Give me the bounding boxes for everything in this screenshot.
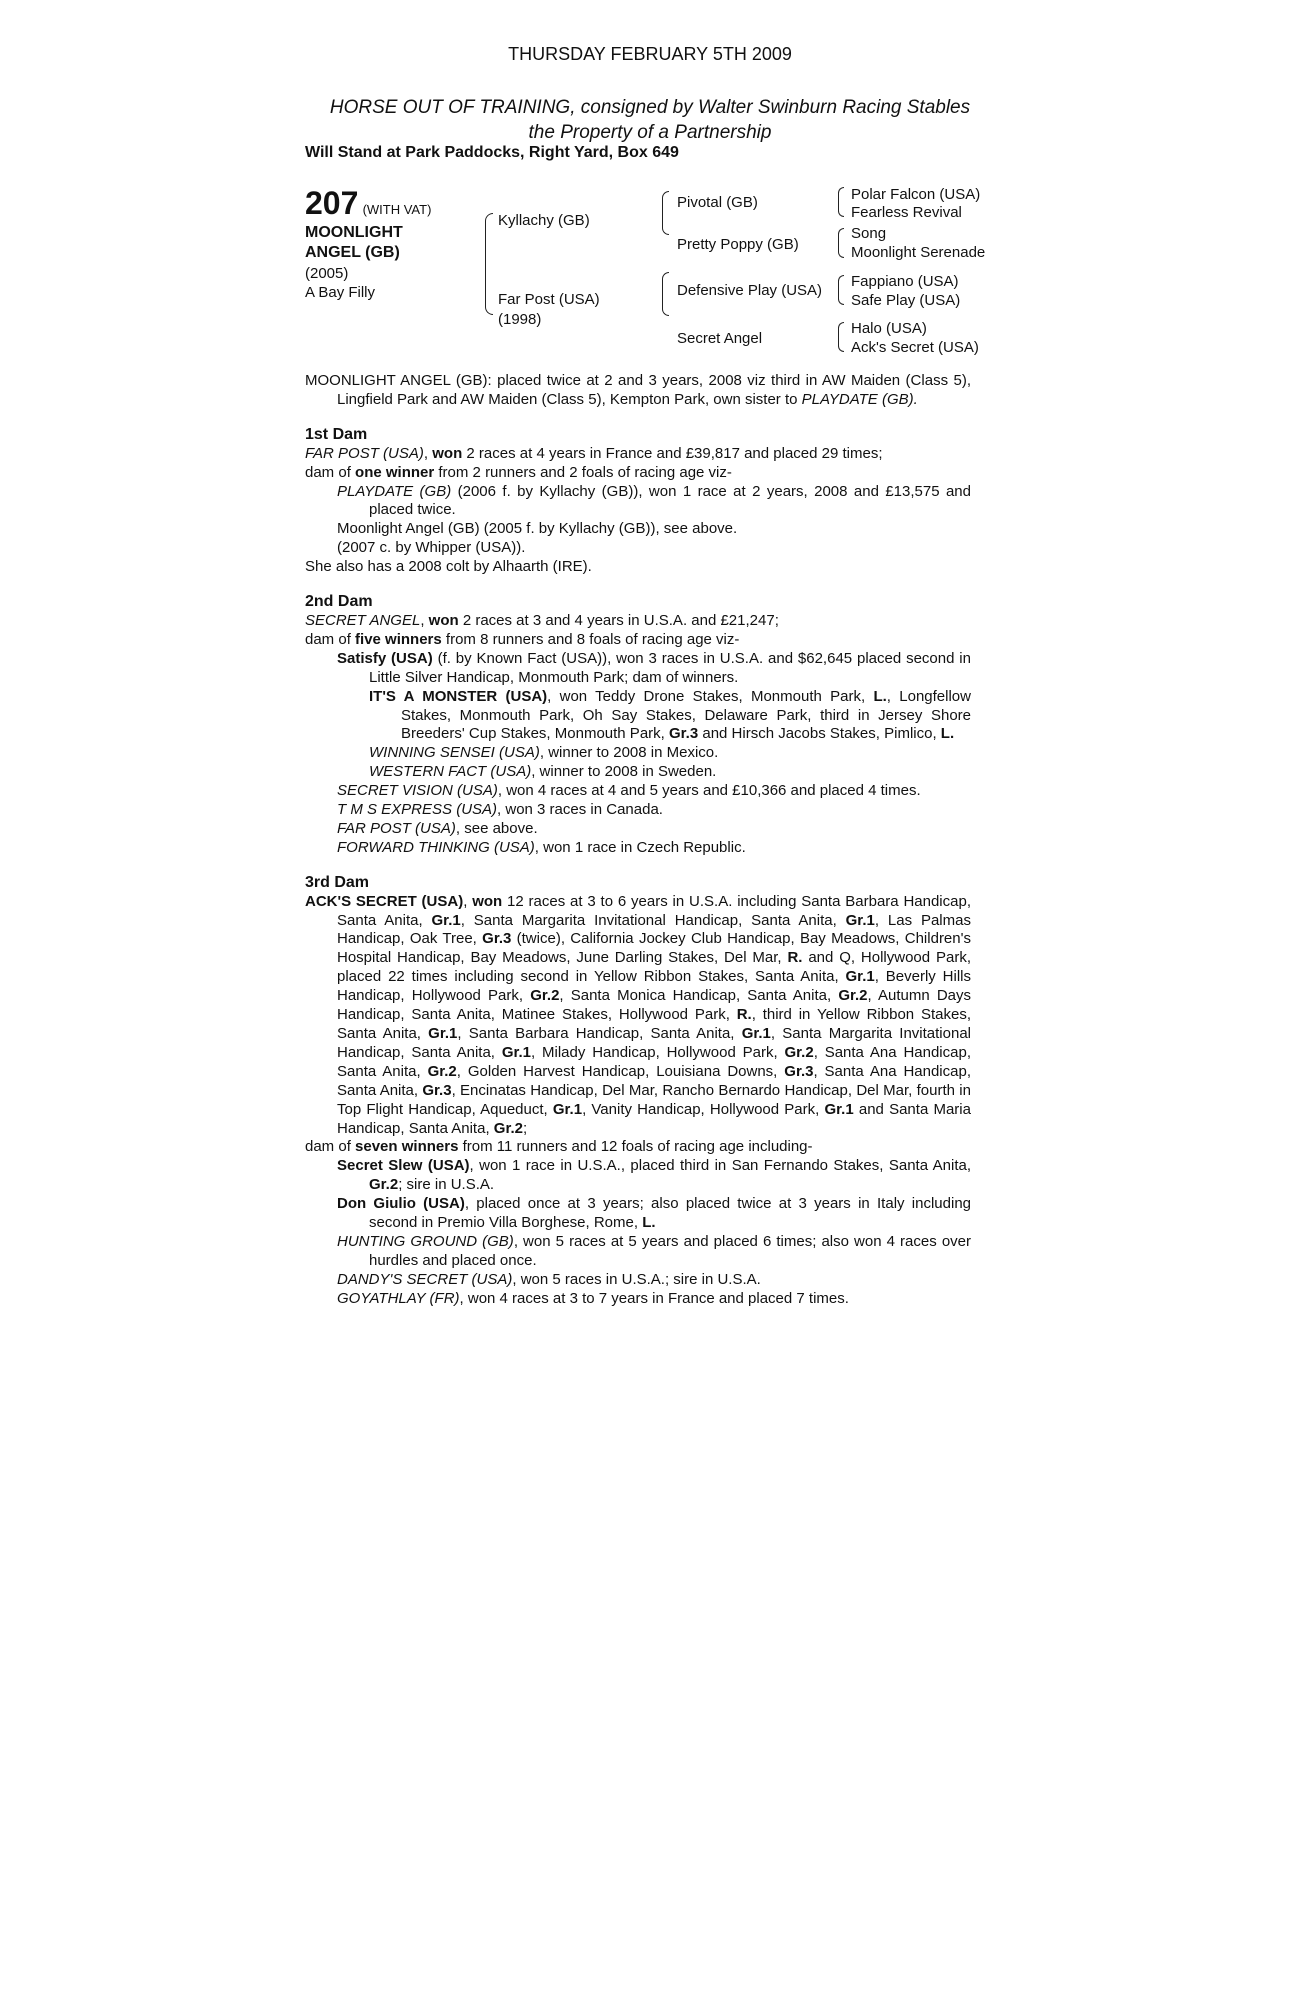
sire-line-brace: [662, 191, 669, 235]
dam-line-brace: [662, 272, 669, 316]
third-dam-produce: dam of seven winners from 11 runners and 12 foals of racing age including-: [305, 1138, 813, 1156]
stand-location: Will Stand at Park Paddocks, Right Yard, Box 649: [305, 144, 679, 161]
foal-hunting-ground: HUNTING GROUND (GB), won 5 races at 5 years and placed 6 times; also won 4 races over hurdles and placed once.: [337, 1232, 971, 1269]
foaling-year: (2005): [305, 265, 349, 282]
sire-dam: Pretty Poppy (GB): [677, 236, 799, 253]
dam-year: (1998): [498, 311, 542, 328]
third-dam-heading: 3rd Dam: [305, 873, 370, 891]
ggp-brace-4: [838, 322, 844, 352]
foal-tms-express: T M S EXPRESS (USA), won 3 races in Canada.: [337, 801, 663, 819]
ggp-7: Halo (USA): [851, 320, 927, 337]
first-dam-foal-2: Moonlight Angel (GB) (2005 f. by Kyllachy (GB)), see above.: [337, 520, 738, 538]
first-dam-produce: dam of one winner from 2 runners and 2 foals of racing age viz-: [305, 463, 732, 481]
ggp-2: Fearless Revival: [851, 204, 962, 221]
ggp-brace-1: [838, 187, 844, 217]
second-dam-heading: 2nd Dam: [305, 593, 373, 611]
foal-dandys-secret: DANDY'S SECRET (USA), won 5 races in U.S.A.; sire in U.S.A.: [337, 1270, 761, 1288]
foal-forward-thinking: FORWARD THINKING (USA), won 1 race in Czech Republic.: [337, 838, 746, 856]
vat-note: (WITH VAT): [362, 202, 432, 217]
ggp-5: Fappiano (USA): [851, 273, 959, 290]
dam-sire: Defensive Play (USA): [677, 282, 823, 299]
second-dam-produce: dam of five winners from 8 runners and 8 foals of racing age viz-: [305, 630, 740, 648]
ggp-8: Ack's Secret (USA): [851, 339, 979, 356]
horse-name-line2: ANGEL (GB): [305, 244, 400, 261]
grandfoal-sensei: WINNING SENSEI (USA), winner to 2008 in Mexico.: [369, 744, 719, 762]
intro-paragraph: MOONLIGHT ANGEL (GB): placed twice at 2 and 3 years, 2008 viz third in AW Maiden (Class 5), Lingfield Park and AW Maiden (Class 5), Kempton Park, own sister to PLAYDATE (GB).: [305, 372, 971, 408]
lot-number: 207: [305, 185, 359, 221]
sire: Kyllachy (GB): [498, 212, 590, 229]
grandfoal-western: WESTERN FACT (USA), winner to 2008 in Sweden.: [369, 763, 717, 781]
first-dam-heading: 1st Dam: [305, 425, 368, 443]
second-dam-record: SECRET ANGEL, won 2 races at 3 and 4 years in U.S.A. and £21,247;: [305, 611, 779, 629]
horse-name-line1: MOONLIGHT: [305, 224, 403, 241]
ggp-6: Safe Play (USA): [851, 292, 961, 309]
ggp-1: Polar Falcon (USA): [851, 186, 981, 203]
sire-sire: Pivotal (GB): [677, 194, 758, 211]
foal-secret-slew: Secret Slew (USA), won 1 race in U.S.A., placed third in San Fernando Stakes, Santa Anita, Gr.2; sire in U.S.A.: [337, 1157, 971, 1194]
foal-far-post: FAR POST (USA), see above.: [337, 819, 538, 837]
ggp-3: Song: [851, 225, 887, 242]
pedigree-block: [305, 185, 1005, 360]
sale-date: THURSDAY FEBRUARY 5TH 2009: [508, 44, 792, 64]
horse-description: A Bay Filly: [305, 284, 376, 301]
foal-don-giulio: Don Giulio (USA), placed once at 3 years; also placed twice at 3 years in Italy including second in Premio Villa Borghese, Rome, L.: [337, 1195, 971, 1232]
grandfoal-monster: IT'S A MONSTER (USA), won Teddy Drone Stakes, Monmouth Park, L., Longfellow Stakes, Monmouth Park, Oh Say Stakes, Delaware Park, third in Jersey Shore Breeders' Cup Stakes, Monmouth Park, Gr.3 and Hirsch Jacobs Stakes, Pimlico, L.: [369, 687, 971, 743]
first-dam-also: She also has a 2008 colt by Alhaarth (IRE).: [305, 558, 592, 576]
dam: Far Post (USA): [498, 291, 600, 308]
sire-brace: [485, 213, 493, 315]
dam-dam: Secret Angel: [677, 330, 763, 347]
lot-heading: [305, 185, 431, 222]
sister-name: PLAYDATE (GB).: [801, 390, 918, 408]
property-line: the Property of a Partnership: [528, 122, 772, 143]
ggp-brace-3: [838, 275, 844, 305]
first-dam-foal-1: PLAYDATE (GB) (2006 f. by Kyllachy (GB)), won 1 race at 2 years, 2008 and £13,575 and placed twice.: [337, 482, 971, 519]
first-dam-record: FAR POST (USA), won 2 races at 4 years in France and £39,817 and placed 29 times;: [305, 444, 883, 462]
ggp-brace-2: [838, 228, 844, 258]
foal-satisfy: Satisfy (USA) (f. by Known Fact (USA)), won 3 races in U.S.A. and $62,645 placed second in Little Silver Handicap, Monmouth Park; dam of winners.: [337, 649, 971, 686]
ggp-4: Moonlight Serenade: [851, 244, 986, 261]
foal-secret-vision: SECRET VISION (USA), won 4 races at 4 and 5 years and £10,366 and placed 4 times.: [337, 782, 921, 800]
pedigree-notes: [305, 372, 971, 1309]
third-dam-record: ACK'S SECRET (USA), won 12 races at 3 to 6 years in U.S.A. including Santa Barbara Handicap, Santa Anita, Gr.1, Santa Margarita Invitational Handicap, Santa Anita, Gr.1, Las Palmas Handicap, Oak Tree, Gr.3 (twice), California Jockey Club Handicap, Bay Meadows, Children's Hospital Handicap, Bay Meadows, June Darling Stakes, Del Mar, R. and Q, Hollywood Park, placed 22 times including second in Yellow Ribbon Stakes, Santa Anita, Gr.1, Beverly Hills Handicap, Hollywood Park, Gr.2, Santa Monica Handicap, Santa Anita, Gr.2, Autumn Days Handicap, Santa Anita, Matinee Stakes, Hollywood Park, R., third in Yellow Ribbon Stakes, Santa Anita, Gr.1, Santa Barbara Handicap, Santa Anita, Gr.1, Santa Margarita Invitational Handicap, Santa Anita, Gr.1, Milady Handicap, Hollywood Park, Gr.2, Santa Ana Handicap, Santa Anita, Gr.2, Golden Harvest Handicap, Louisiana Downs, Gr.3, Santa Ana Handicap, Santa Anita, Gr.3, Encinatas Handicap, Del Mar, Rancho Bernardo Handicap, Del Mar, fourth in Top Flight Handicap, Aqueduct, Gr.1, Vanity Handicap, Hollywood Park, Gr.1 and Santa Maria Handicap, Santa Anita, Gr.2;: [305, 892, 972, 1137]
first-dam-foal-3: (2007 c. by Whipper (USA)).: [337, 539, 526, 557]
consignor-line: HORSE OUT OF TRAINING, consigned by Walter Swinburn Racing Stables: [329, 97, 971, 118]
foal-goyathlay: GOYATHLAY (FR), won 4 races at 3 to 7 years in France and placed 7 times.: [337, 1289, 849, 1307]
